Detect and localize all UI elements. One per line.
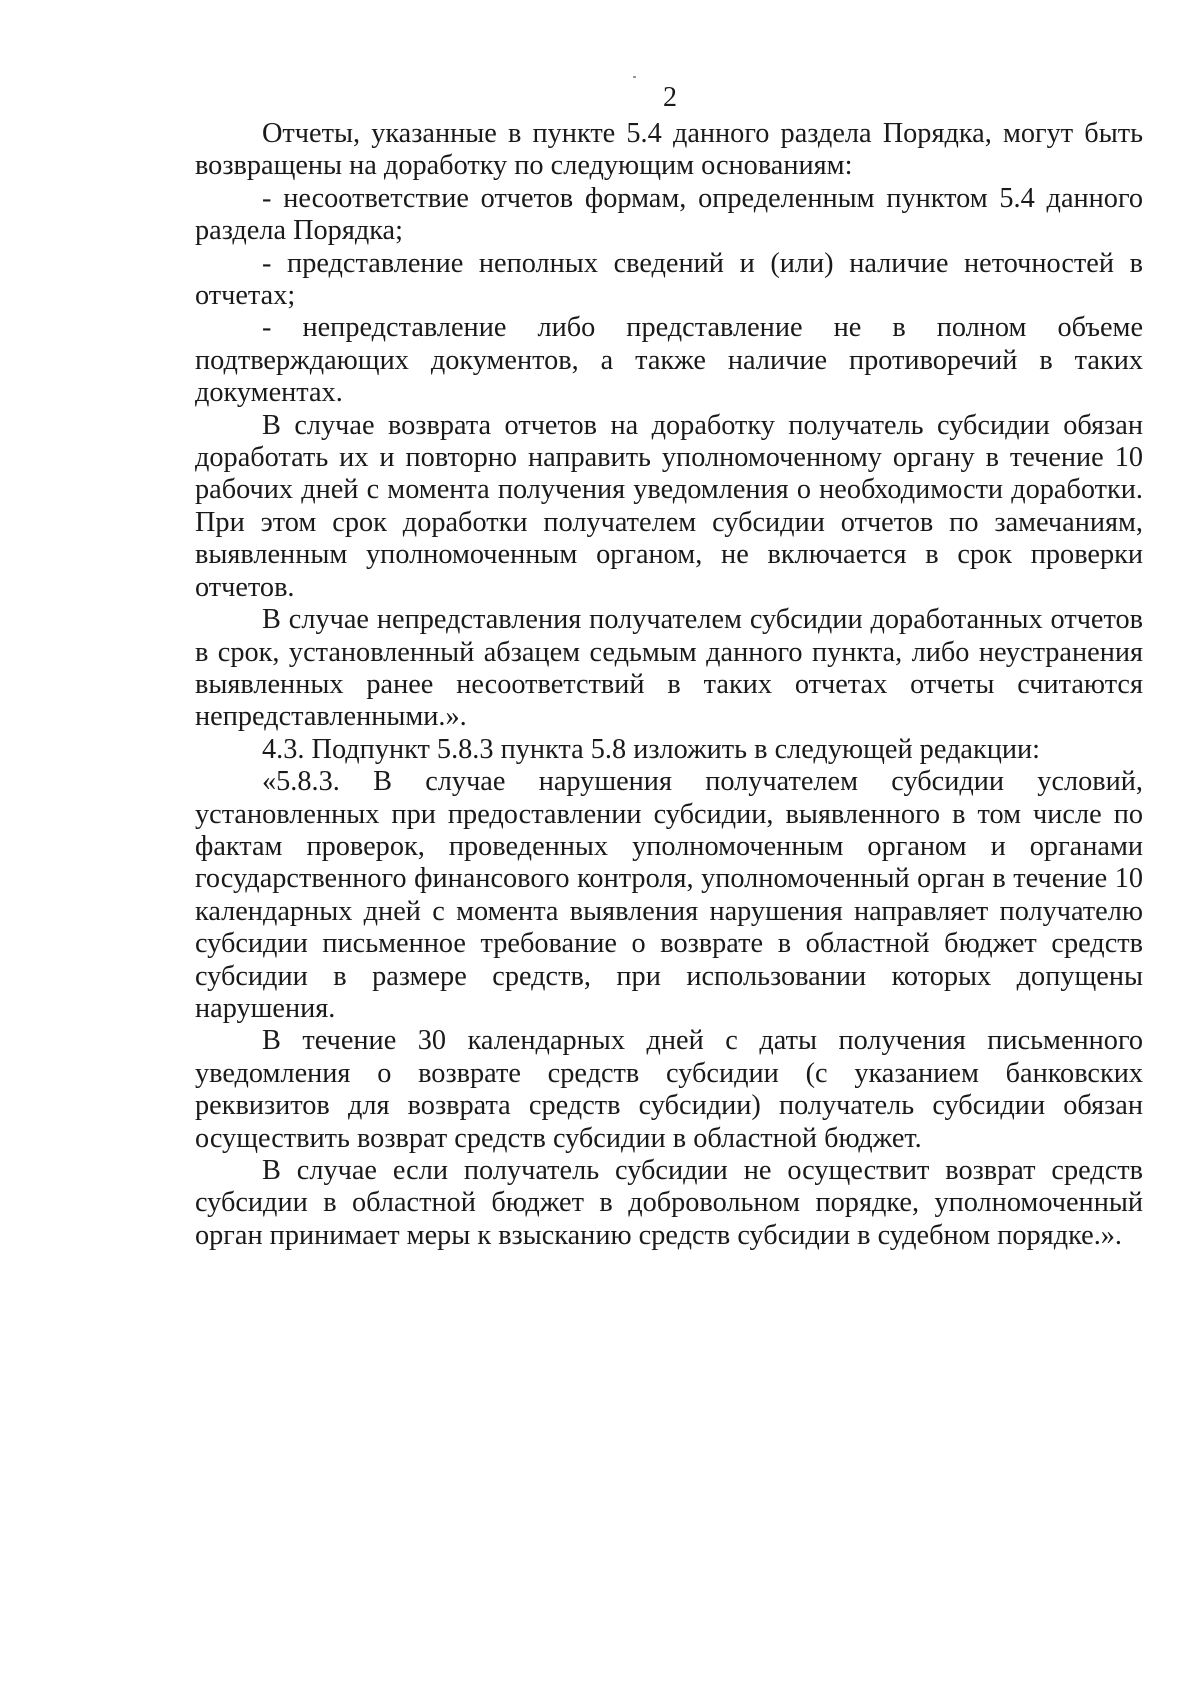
document-body	[195, 118, 1143, 1252]
paragraph-amendment-4-3: 4.3. Подпункт 5.8.3 пункта 5.8 изложить в следующей редакции:	[262, 733, 1041, 765]
paragraph-revision-deadline: В случае возврата отчетов на доработку получатель субсидии обязан доработать их и повторно направить уполномоченному органу в течение 10 рабочих дней с момента получения уведомления о необходимости доработки. При этом срок доработки получателем субсидии отчетов по замечаниям, выявленным уполномоченным органом, не включается в срок проверки отчетов.	[195, 409, 1143, 603]
scan-artifact	[633, 76, 636, 78]
list-item-incomplete-info: - представление неполных сведений и (или) наличие неточностей в отчетах;	[195, 247, 1143, 312]
paragraph-30-days-refund: В течение 30 календарных дней с даты получения письменного уведомления о возврате средств субсидии (с указанием банковских реквизитов для возврата средств субсидии) получатель субсидии обязан осуществить возврат средств субсидии в областной бюджет.	[195, 1025, 1143, 1154]
page-number: 2	[663, 82, 677, 113]
paragraph-reports-return: Отчеты, указанные в пункте 5.4 данного раздела Порядка, могут быть возвращены на доработку по следующим основаниям:	[195, 118, 1143, 182]
paragraph-not-submitted: В случае непредставления получателем субсидии доработанных отчетов в срок, установленный абзацем седьмым данного пункта, либо неустранения выявленных ранее несоответствий в таких отчетах отчеты считаются непредставленными.».	[195, 604, 1143, 733]
list-item-form-mismatch: - несоответствие отчетов формам, определенным пунктом 5.4 данного раздела Порядка;	[195, 182, 1143, 247]
paragraph-court-recovery: В случае если получатель субсидии не осуществит возврат средств субсидии в областной бюджет в добровольном порядке, уполномоченный орган принимает меры к взысканию средств субсидии в судебном порядке.».	[195, 1155, 1143, 1251]
paragraph-clause-5-8-3: «5.8.3. В случае нарушения получателем субсидии условий, установленных при предоставлении субсидии, выявленного в том числе по фактам проверок, проведенных уполномоченным органом и органами государственного финансового контроля, уполномоченный орган в течение 10 календарных дней с момента выявления нарушения направляет получателю субсидии письменное требование о возврате в областной бюджет средств субсидии в размере средств, при использовании которых допущены нарушения.	[195, 766, 1143, 1024]
list-item-missing-documents: - непредставление либо представление не в полном объеме подтверждающих документов, а также наличие противоречий в таких документах.	[195, 312, 1143, 409]
